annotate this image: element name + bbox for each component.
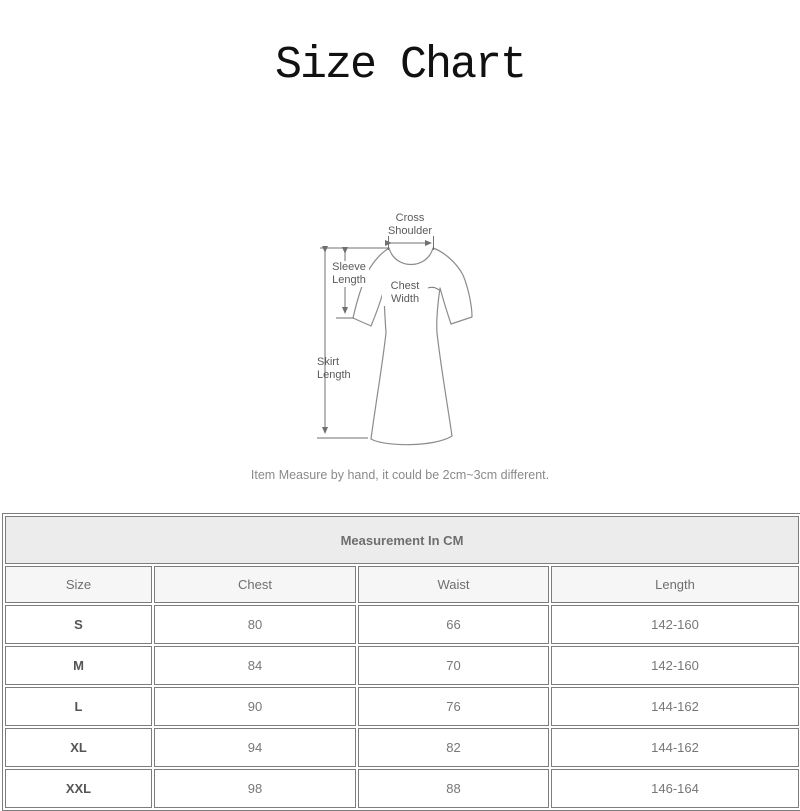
column-header-size: Size — [5, 566, 152, 603]
size-value: M — [5, 646, 152, 685]
column-header-length: Length — [551, 566, 799, 603]
size-value: XXL — [5, 769, 152, 808]
measurement-table — [2, 513, 800, 811]
table-header-row — [5, 566, 799, 603]
size-value: L — [5, 687, 152, 726]
cross-shoulder-label: Cross Shoulder — [387, 212, 433, 237]
table-row — [5, 687, 799, 726]
dress-outline — [353, 248, 472, 445]
table-title: Measurement In CM — [5, 516, 799, 564]
waist-value: 88 — [358, 769, 549, 808]
size-value: XL — [5, 728, 152, 767]
length-value: 142-160 — [551, 605, 799, 644]
measure-note: Item Measure by hand, it could be 2cm~3cm different. — [250, 468, 550, 482]
length-value: 142-160 — [551, 646, 799, 685]
page-title: Size Chart — [274, 40, 526, 91]
chest-value: 80 — [154, 605, 356, 644]
table-row — [5, 605, 799, 644]
length-value: 146-164 — [551, 769, 799, 808]
chest-value: 84 — [154, 646, 356, 685]
chest-value: 90 — [154, 687, 356, 726]
table-row — [5, 769, 799, 808]
skirt-length-label: Skirt Length — [317, 356, 351, 381]
waist-value: 82 — [358, 728, 549, 767]
length-value: 144-162 — [551, 687, 799, 726]
chest-width-label: Chest Width — [382, 280, 428, 306]
waist-value: 66 — [358, 605, 549, 644]
length-value: 144-162 — [551, 728, 799, 767]
table-row — [5, 728, 799, 767]
table-title-row — [5, 516, 799, 564]
chest-value: 94 — [154, 728, 356, 767]
waist-value: 70 — [358, 646, 549, 685]
waist-value: 76 — [358, 687, 549, 726]
sleeve-length-label: Sleeve Length — [329, 261, 369, 287]
chest-value: 98 — [154, 769, 356, 808]
size-value: S — [5, 605, 152, 644]
column-header-chest: Chest — [154, 566, 356, 603]
column-header-waist: Waist — [358, 566, 549, 603]
table-row — [5, 646, 799, 685]
